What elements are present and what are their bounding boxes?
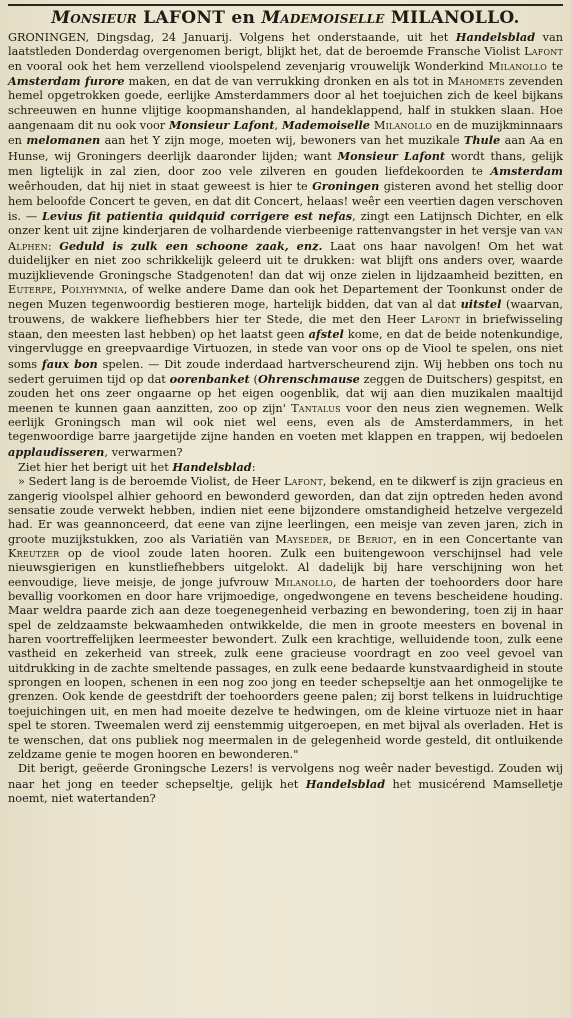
text-run: Kreutzer: [8, 547, 60, 561]
article-title: [8, 8, 563, 28]
paragraph: [8, 460, 563, 475]
text-run: Lafont: [421, 312, 461, 326]
top-rule: [8, 4, 563, 6]
text-run: melomanen: [26, 133, 101, 148]
text-run: zevenden hemel opgetrokken goede, eerlijke Amsterdammers door al het toejuichen zich de keel bijkans schreeuwen en hunne vlijtige koopmanshanden, al handeklappend, half in stukken slaan. Hoe aangenaam dit nu ook voor: [8, 75, 563, 133]
text-run: Groningen: [312, 179, 380, 194]
paragraph: [8, 762, 563, 806]
title-part-4: MILANOLLO.: [390, 8, 520, 28]
text-run: uitstel: [460, 297, 502, 312]
text-run: Lafont: [283, 475, 323, 489]
text-run: Amsterdam furore: [8, 74, 125, 89]
text-run: Handelsblad: [455, 30, 536, 44]
text-run: aan Aa en Hunse, wij Groningers deerlijk daaronder lijden; want: [8, 134, 564, 163]
text-run: en de muzijkminnaars en: [8, 119, 563, 148]
text-run: weêrhouden, dat hij niet in staat geweest is hier te: [8, 180, 313, 194]
text-run: (waarvan, trouwens, de wakkere liefhebbers hier ter Stede, die met den Heer: [8, 298, 563, 326]
text-run: Laat ons haar navolgen! Om het wat duidelijker en niet zoo schrikkelijk geleerd uit te drukken: wat blijft ons anders over, waarde muzijklievende Groningsche Stadgenoten! dan dat wij onze zielen in lijdzaamheid bezitten, en: [8, 239, 563, 282]
text-run: Handelsblad: [305, 776, 386, 791]
text-run: Geduld is zulk een schoone zaak, enz.: [59, 238, 323, 253]
text-run: GRONINGEN, Dingsdag, 24 Januarij. Volgens het onderstaande, uit het: [8, 31, 456, 44]
text-run: Polyhymnia: [61, 282, 124, 296]
text-run: Levius fit patientia quidquid corrigere est nefas: [41, 209, 353, 224]
text-run: Euterpe: [8, 282, 53, 296]
text-run: » Sedert lang is de beroemde Violist, de Heer: [18, 475, 284, 489]
text-run: (: [249, 372, 258, 386]
text-run: ,: [274, 119, 282, 133]
paragraph: [8, 30, 563, 460]
text-run: Amsterdam: [490, 164, 563, 179]
text-run: , bekend, en te dikwerf is zijn gracieus en zangerig vioolspel alhier gehoord en bewonderd geworden, dan dat zijn optreden heden avond sensatie zoude verwekt hebben, indien niet eene bijzondere omstandigheid hetzelve vergezeld had. Er was geannonceerd, dat eene van zijne leerlingen, een meisje van zeven jaren, zich in groote muzijkstukken, zoo als Variatiën van: [8, 475, 563, 546]
text-run: van Alphen: [8, 224, 563, 253]
text-run: te: [547, 59, 564, 73]
text-run: Handelsblad: [172, 459, 252, 474]
text-run: wordt thans, gelijk men ligtelijk in zal zien, door zoo vele zilveren en gouden liefdekoorden te: [8, 149, 564, 179]
text-run: Thule: [463, 133, 501, 148]
text-run: spelen. — Dit zoude inderdaad hartverscheurend zijn. Wij hebben ons toch nu sedert geruimen tijd op dat: [8, 357, 563, 386]
text-run: Dit berigt, geëerde Groningsche Lezers! is vervolgens nog weêr nader bevestigd. Zouden wij naar het jong en teeder schepseltje, gelijk het: [8, 762, 563, 791]
text-run: faux bon: [41, 356, 98, 371]
text-run: Mahomets: [447, 75, 505, 89]
text-run: Monsieur Lafont: [337, 148, 446, 163]
text-run: , zingt een Latijnsch Dichter, en elk onzer kent uit zijne kinderjaren de volhardende vierbeenige rattenvangster in het versje van: [8, 210, 563, 238]
text-run: Milanollo: [373, 119, 433, 133]
text-run: , de harten der toehoorders door hare bevallig voorkomen en door hare vrijmoedige, ongedwongene en tevens bescheidene houding. Maar weldra paarde zich aan deze toegenegenheid verbazing en bewondering, toen zij in haar spel de zeldzaamste bekwaamheden ontwikkelde, die men in groote meesters en bovenal in haren voortreffelijken leermeester bewondert. Zulk een krachtige, welluidende toon, zulk eene vastheid en zekerheid van streek, zulk eene gracieuse voordragt en zoo veel gevoel van uitdrukking in de zachte smeltende passages, en zulk eene bedaarde kunstvaardigheid in stoute sprongen en loopen, schenen in een nog zoo jong en teeder schepseltje aan het onmogelijke te grenzen. Ook kende de geestdrift der toehoorders geene palen; zij borst telkens in luidruchtige toejuichingen uit, en men had moeite dezelve te hedwingen, om de kleine virtuoze niet in haar spel te storen. Tweemalen werd zij eenstemmig uitgeroepen, en met bijval als overladen. Het is te wenschen, dat ons publiek nog meermalen in de gelegenheid worde gesteld, dit ontluikende zeldzame genie te mogen hooren en bewonderen.": [8, 575, 563, 761]
text-run: Mayseder: [275, 532, 329, 546]
text-run: zeggen de Duitschers) gespitst, en zouden het ons zeer ongaarne op het eigen oogenblik, dat wij aan dien muzikalen maaltijd meenen te kunnen gaan aanzitten, zoo op zijn': [8, 372, 563, 415]
text-run: kome, en dat de beide notenkundige, vingervlugge en greepvaardige Virtuozen, in stede van voor ons op de Viool te spelen, ons niet soms: [8, 327, 563, 371]
text-run: applaudisseren: [8, 444, 105, 459]
text-run: ,: [328, 532, 339, 546]
text-run: ,: [52, 282, 62, 296]
text-run: het musicérend Mamselletje noemt, niet watertanden?: [8, 777, 563, 805]
text-run: , verwarmen?: [104, 445, 183, 459]
text-run: Lafont: [524, 45, 563, 59]
text-run: in briefwisseling staan, den meesten last hebben) op het laatst geen: [8, 312, 564, 341]
article-body: [8, 30, 563, 806]
text-run: aan het Y zijn moge, moeten wij, bewoners van het muzikale: [100, 134, 464, 148]
text-run: Tantalus: [291, 401, 341, 415]
title-part-2: LAFONT en: [143, 8, 256, 28]
text-run: , of welke andere Dame dan ook het Departement der Toonkunst onder de negen Muzen tegenwoordig bestieren moge, hartelijk bidden, dat van al dat: [8, 282, 563, 312]
text-run: Milanollo: [274, 575, 333, 589]
text-run: gisteren avond het stellig door hem beloofde Concert te geven, en dat dit Concert, helaas! weêr een veertien dagen verschoven is. —: [8, 180, 564, 224]
text-run: :: [47, 239, 60, 253]
text-run: Ziet hier het berigt uit het: [18, 460, 173, 474]
text-run: afstel: [308, 326, 344, 341]
text-run: Milanollo: [488, 59, 548, 73]
title-part-1: Monsieur: [51, 8, 137, 28]
text-run: Mademoiselle: [281, 118, 370, 133]
text-run: maken, en dat de van verrukking dronken en als tot in: [124, 75, 448, 89]
text-run: de Beriot: [338, 532, 394, 546]
text-run: en vooral ook het hem verzellend vioolspelend zevenjarig vrouwelijk Wonderkind: [8, 59, 489, 73]
text-run: van laatstleden Donderdag overgenomen berigt, blijkt het, dat de beroemde Fransche Violist: [8, 31, 563, 59]
text-run: voor den neus zien wegnemen. Welk eerlijk Groningsch man wil ook niet wel eens, even als de Amsterdammers, in het tegenwoordige barre jaargetijde zijne handen en voeten met klappen en trappen, wij bedoelen: [8, 401, 563, 444]
text-run: Monsieur Lafont: [169, 118, 275, 133]
paragraph: [8, 475, 563, 762]
title-part-3: Mademoiselle: [261, 8, 385, 28]
text-run: :: [251, 460, 256, 474]
text-run: Ohrenschmause: [257, 371, 360, 386]
text-run: oorenbanket: [169, 371, 250, 386]
text-run: , en in een Concertante van: [393, 532, 563, 546]
text-run: op de viool zoude laten hooren. Zulk een buitengewoon verschijnsel had vele nieuwsgierigen en kunstliefhebbers uitgelokt. Al dadelijk bij hare verschijning won het eenvoudige, lieve meisje, de jonge jufvrouw: [8, 547, 563, 589]
